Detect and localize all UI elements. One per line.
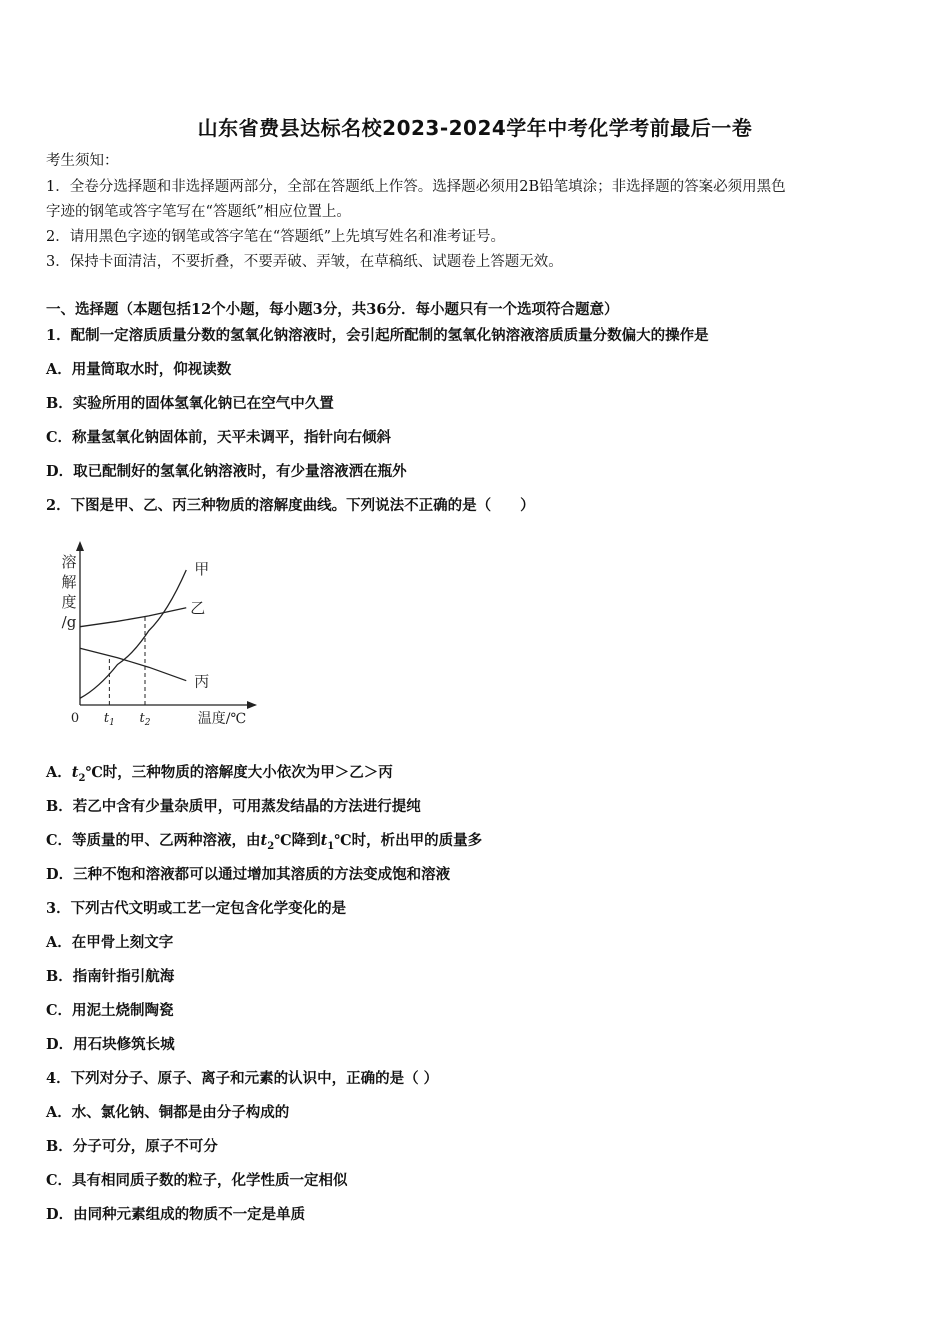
section-heading: 一、选择题（本题包括12个小题，每小题3分，共36分．每小题只有一个选项符合题意） <box>46 301 619 318</box>
x-tick-label: $t_1$ <box>103 711 115 728</box>
notice-item: 2．请用黑色字迹的钢笔或答字笔在“答题纸”上先填写姓名和准考证号。 <box>46 229 506 245</box>
series-label: 丙 <box>194 672 210 691</box>
solubility-chart <box>50 535 280 735</box>
question-4-option-d: D．由同种元素组成的物质不一定是单质 <box>46 1206 306 1223</box>
option-text: C．等质量的甲、乙两种溶液，由 <box>46 832 261 849</box>
option-text: ℃降到 <box>274 832 321 849</box>
question-3-option-d: D．用石块修筑长城 <box>46 1036 175 1053</box>
x-axis-label: 温度/℃ <box>197 711 247 727</box>
question-1-stem: 1．配制一定溶质质量分数的氢氧化钠溶液时，会引起所配制的氢氧化钠溶液溶质质量分数偏大的操作是 <box>46 327 709 344</box>
y-axis-label: 溶 <box>61 553 77 571</box>
subscript: 2 <box>267 840 275 852</box>
page-title: 山东省费县达标名校2023-2024学年中考化学考前最后一卷 <box>197 116 753 140</box>
y-axis-label: 解 <box>61 573 77 591</box>
question-3-option-c: C．用泥土烧制陶瓷 <box>46 1002 174 1019</box>
temperature-symbol: t <box>320 832 328 849</box>
question-2-option-a <box>46 763 393 789</box>
question-2-option-b: B．若乙中含有少量杂质甲，可用蒸发结晶的方法进行提纯 <box>46 798 421 815</box>
temperature-symbol: t <box>260 832 268 849</box>
notice-item: 字迹的钢笔或答字笔写在“答题纸”相应位置上。 <box>46 204 351 220</box>
option-text: ℃时，三种物质的溶解度大小依次为甲＞乙＞丙 <box>85 764 393 781</box>
series-line-2 <box>80 648 186 680</box>
y-axis-label: /g <box>61 613 77 631</box>
question-4-option-c: C．具有相同质子数的粒子，化学性质一定相似 <box>46 1172 348 1189</box>
question-2-option-c <box>46 831 482 857</box>
subscript: 1 <box>327 840 335 852</box>
question-4-option-b: B．分子可分，原子不可分 <box>46 1138 218 1155</box>
x-tick-label: $t_2$ <box>139 711 151 728</box>
question-4-stem: 4．下列对分子、原子、离子和元素的认识中，正确的是（ ） <box>46 1070 439 1087</box>
series-label: 乙 <box>190 598 206 617</box>
question-2-stem: 2．下图是甲、乙、丙三种物质的溶解度曲线。下列说法不正确的是（ ） <box>46 497 535 514</box>
y-axis-label: 度 <box>61 593 77 611</box>
notice-item: 1．全卷分选择题和非选择题两部分，全部在答题纸上作答。选择题必须用2B铅笔填涂；非选择题的答案必须用黑色 <box>46 179 786 195</box>
temperature-symbol: t <box>71 764 79 781</box>
question-1-option-a: A．用量筒取水时，仰视读数 <box>46 361 232 378</box>
question-3-option-b: B．指南针指引航海 <box>46 968 175 985</box>
question-1-option-b: B．实验所用的固体氢氧化钠已在空气中久置 <box>46 395 334 412</box>
question-3-option-a: A．在甲骨上刻文字 <box>46 934 174 951</box>
question-1-option-c: C．称量氢氧化钠固体前，天平未调平，指针向右倾斜 <box>46 429 392 446</box>
series-label: 甲 <box>194 560 210 578</box>
x-axis-arrow <box>247 701 257 709</box>
notice-item: 3．保持卡面清洁，不要折叠，不要弄破、弄皱，在草稿纸、试题卷上答题无效。 <box>46 254 563 270</box>
option-label: A． <box>46 764 72 781</box>
series-line-0 <box>80 570 186 698</box>
question-4-option-a: A．水、氯化钠、铜都是由分子构成的 <box>46 1104 290 1121</box>
question-2-option-d: D．三种不饱和溶液都可以通过增加其溶质的方法变成饱和溶液 <box>46 866 451 883</box>
subscript: 2 <box>78 772 86 784</box>
origin-label: 0 <box>70 711 80 726</box>
y-axis-arrow <box>76 541 84 551</box>
series-line-1 <box>80 608 186 627</box>
option-text: ℃时，析出甲的质量多 <box>334 832 483 849</box>
question-1-option-d: D．取已配制好的氢氧化钠溶液时，有少量溶液洒在瓶外 <box>46 463 407 480</box>
notice-heading: 考生须知： <box>46 153 119 169</box>
question-3-stem: 3．下列古代文明或工艺一定包含化学变化的是 <box>46 900 347 917</box>
